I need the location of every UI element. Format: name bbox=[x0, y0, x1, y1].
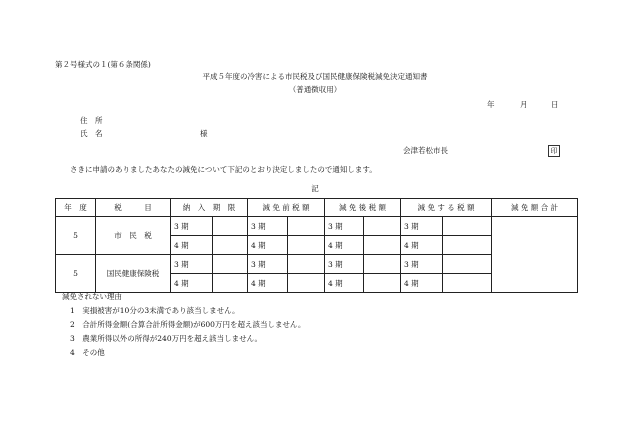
year-cell: 5 bbox=[56, 217, 96, 255]
value-cell bbox=[364, 236, 401, 255]
reasons-title: 減免されない理由 bbox=[62, 292, 122, 301]
tax-reduction-table bbox=[55, 198, 578, 293]
period-cell: 4 期 bbox=[325, 274, 364, 293]
period-cell: 4 期 bbox=[248, 274, 288, 293]
value-cell bbox=[364, 255, 401, 274]
address-label: 住 所 bbox=[80, 116, 103, 125]
date-year-label: 年 bbox=[487, 100, 495, 109]
form-number: 第２号様式の１(第６条関係) bbox=[55, 60, 151, 69]
tax-item-cell: 国民健康保険税 bbox=[96, 255, 171, 293]
value-cell bbox=[213, 255, 248, 274]
period-cell: 4 期 bbox=[248, 236, 288, 255]
table-header-row bbox=[56, 199, 578, 217]
header-due-date: 納 入 期 限 bbox=[171, 199, 248, 217]
period-cell: 3 期 bbox=[401, 217, 443, 236]
date-day-label: 日 bbox=[551, 100, 559, 109]
period-cell: 3 期 bbox=[248, 255, 288, 274]
reason-item: 3 農業所得以外の所得が240万円を超え該当しません。 bbox=[70, 334, 263, 343]
value-cell bbox=[288, 217, 325, 236]
page-title: 平成５年度の冷害による市民税及び国民健康保険税減免決定通知書 bbox=[202, 72, 428, 81]
page-subtitle: （普通徴収用） bbox=[288, 85, 342, 94]
tax-item-cell: 市 民 税 bbox=[96, 217, 171, 255]
period-cell: 4 期 bbox=[325, 236, 364, 255]
value-cell bbox=[213, 236, 248, 255]
period-cell: 3 期 bbox=[171, 217, 213, 236]
header-after-amount: 減 免 後 税 額 bbox=[325, 199, 401, 217]
period-cell: 4 期 bbox=[401, 236, 443, 255]
reason-item: 4 その他 bbox=[70, 348, 105, 357]
period-cell: 4 期 bbox=[171, 236, 213, 255]
reason-item: 1 実損被害が10分の3未満であり該当しません。 bbox=[70, 306, 240, 315]
table-row bbox=[56, 217, 578, 236]
value-cell bbox=[364, 217, 401, 236]
notice-text: さきに申請のありましたあなたの減免について下記のとおり決定しましたので通知します。 bbox=[70, 165, 377, 174]
value-cell bbox=[443, 217, 492, 236]
value-cell bbox=[288, 236, 325, 255]
value-cell bbox=[288, 274, 325, 293]
header-reduction-amount: 減 免 す る 税 額 bbox=[401, 199, 492, 217]
date-month-label: 月 bbox=[520, 100, 528, 109]
ki-label: 記 bbox=[311, 184, 319, 193]
header-total: 減 免 額 合 計 bbox=[492, 199, 578, 217]
period-cell: 3 期 bbox=[401, 255, 443, 274]
value-cell bbox=[364, 274, 401, 293]
value-cell bbox=[288, 255, 325, 274]
value-cell bbox=[443, 274, 492, 293]
value-cell bbox=[443, 236, 492, 255]
header-year: 年 度 bbox=[56, 199, 96, 217]
period-cell: 3 期 bbox=[171, 255, 213, 274]
value-cell bbox=[213, 274, 248, 293]
value-cell bbox=[443, 255, 492, 274]
period-cell: 3 期 bbox=[325, 217, 364, 236]
period-cell: 3 期 bbox=[248, 217, 288, 236]
seal-mark: 印 bbox=[548, 145, 560, 157]
value-cell bbox=[213, 217, 248, 236]
period-cell: 3 期 bbox=[325, 255, 364, 274]
header-before-amount: 減 免 前 税 額 bbox=[248, 199, 325, 217]
header-tax-item: 税 目 bbox=[96, 199, 171, 217]
issuer: 会津若松市長 bbox=[403, 146, 448, 155]
total-cell bbox=[492, 217, 578, 293]
name-label: 氏 名 bbox=[80, 129, 103, 138]
year-cell: 5 bbox=[56, 255, 96, 293]
period-cell: 4 期 bbox=[401, 274, 443, 293]
period-cell: 4 期 bbox=[171, 274, 213, 293]
honorific: 様 bbox=[200, 129, 208, 138]
reason-item: 2 合計所得金額(合算合計所得金額)が600万円を超え該当しません。 bbox=[70, 320, 306, 329]
